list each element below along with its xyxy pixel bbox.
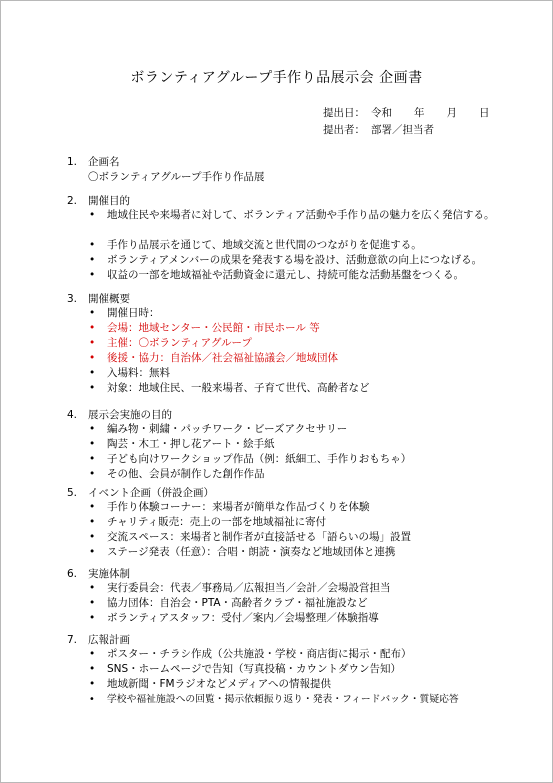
bullet-icon: • — [89, 453, 96, 465]
submitter-label: 提出者： — [323, 124, 365, 136]
bullet-icon: • — [89, 307, 96, 319]
submitter-line — [323, 122, 434, 137]
bullet-icon: • — [89, 254, 96, 266]
section-heading: 3. 開催概要 — [67, 293, 130, 305]
section-heading: 6. 実施体制 — [67, 568, 130, 580]
list-item-highlighted: • 会場：地域センター・公民館・市民ホール 等 — [89, 322, 320, 334]
bullet-icon: • — [89, 546, 96, 558]
list-item: • 開催日時： — [89, 307, 160, 319]
list-item: • 収益の一部を地域福祉や活動資金に還元し、持続可能な活動基盤をつくる。 — [89, 269, 464, 281]
project-name: 〇ボランティアグループ手作り作品展 — [88, 171, 265, 183]
list-item: • 手作り体験コーナー：来場者が簡単な作品づくりを体験 — [89, 501, 370, 513]
section-heading: 1. 企画名 — [67, 156, 120, 168]
list-item: • 地域新聞・FMラジオなどメディアへの情報提供 — [89, 678, 332, 690]
list-item: • ボランティアスタッフ：受付／案内／会場整理／体験指導 — [89, 612, 379, 624]
list-item: • 学校や福祉施設への回覧・掲示依頼振り返り・発表・フィードバック・質疑応答 — [89, 694, 459, 705]
bullet-icon: • — [89, 516, 96, 528]
bullet-icon: • — [89, 382, 96, 394]
list-item: • 手作り品展示を通じて、地域交流と世代間のつながりを促進する。 — [89, 239, 422, 251]
list-item: • 実行委員会：代表／事務局／広報担当／会計／会場設営担当 — [89, 582, 391, 594]
list-item: • 陶芸・木工・押し花アート・絵手紙 — [89, 438, 275, 450]
bullet-icon: • — [89, 531, 96, 543]
date-label: 提出日： — [323, 107, 365, 119]
list-item: • SNS・ホームページで告知（写真投稿・カウントダウン告知） — [89, 663, 401, 675]
list-item: • 子ども向けワークショップ作品（例：紙細工、手作りおもちゃ） — [89, 453, 412, 465]
list-item: • 交流スペース：来場者と制作者が直接話せる「語らいの場」設置 — [89, 531, 411, 543]
section-heading: 7. 広報計画 — [67, 634, 130, 646]
bullet-icon: • — [89, 612, 96, 624]
bullet-icon: • — [89, 352, 96, 364]
bullet-icon: • — [89, 468, 96, 480]
bullet-icon: • — [89, 678, 96, 690]
bullet-icon: • — [89, 423, 96, 435]
bullet-icon: • — [89, 337, 96, 349]
submission-date — [323, 105, 490, 120]
section-heading: 2. 開催目的 — [67, 195, 130, 207]
bullet-icon: • — [89, 367, 96, 379]
bullet-icon: • — [89, 322, 96, 334]
list-item: • ポスター・チラシ作成（公共施設・学校・商店街に掲示・配布） — [89, 648, 412, 660]
list-item: • ボランティアメンバーの成果を発表する場を設け、活動意欲の向上につなげる。 — [89, 254, 483, 266]
list-item-highlighted: • 後援・協力：自治体／社会福祉協議会／地域団体 — [89, 352, 338, 364]
list-item: • 協力団体：自治会・PTA・高齢者クラブ・福祉施設など — [89, 597, 368, 609]
bullet-icon: • — [89, 209, 96, 221]
year-unit: 年 — [414, 107, 425, 119]
day-unit: 日 — [479, 107, 490, 119]
list-item: • 対象：地域住民、一般来場者、子育て世代、高齢者など — [89, 382, 370, 394]
era: 令和 — [371, 107, 392, 119]
list-item: • 地域住民や来場者に対して、ボランティア活動や手作り品の魅力を広く発信する。 — [89, 209, 495, 221]
bullet-icon: • — [89, 239, 96, 251]
list-item: • ステージ発表（任意）：合唱・朗読・演奏など地域団体と連携 — [89, 546, 396, 558]
month-unit: 月 — [446, 107, 457, 119]
bullet-icon: • — [89, 269, 96, 281]
submitter-value: 部署／担当者 — [371, 124, 434, 136]
section-heading: 4. 展示会実施の目的 — [67, 409, 172, 421]
bullet-icon: • — [89, 501, 96, 513]
document-title: ボランティアグループ手作り品展示会 企画書 — [130, 70, 423, 86]
bullet-icon: • — [89, 597, 96, 609]
list-item: • チャリティ販売：売上の一部を地域福祉に寄付 — [89, 516, 327, 528]
section-heading: 5. イベント企画（併設企画） — [67, 487, 214, 499]
list-item: • 編み物・刺繍・パッチワーク・ビーズアクセサリー — [89, 423, 348, 435]
bullet-icon: • — [89, 438, 96, 450]
list-item: • その他、会員が制作した創作作品 — [89, 468, 265, 480]
bullet-icon: • — [89, 648, 96, 660]
bullet-icon: • — [89, 694, 95, 705]
list-item: • 入場料：無料 — [89, 367, 170, 379]
bullet-icon: • — [89, 582, 96, 594]
bullet-icon: • — [89, 663, 96, 675]
list-item-highlighted: • 主催：〇ボランティアグループ — [89, 337, 253, 349]
